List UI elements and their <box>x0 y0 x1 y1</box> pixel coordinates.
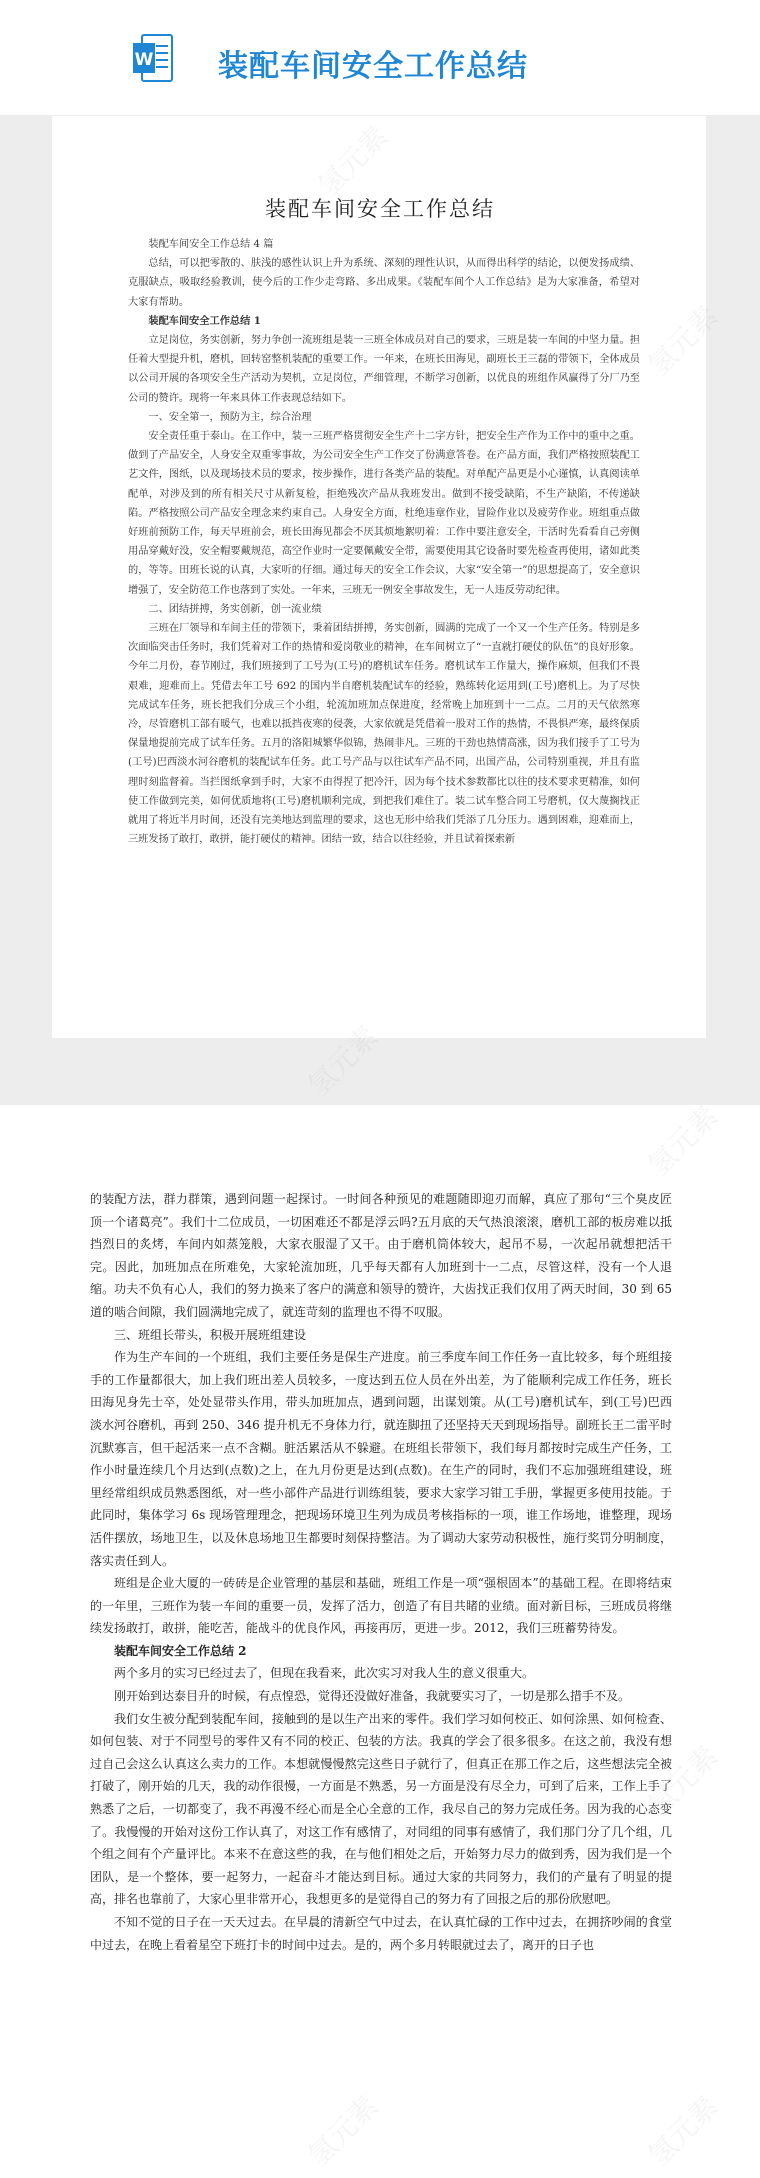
subheading: 二、团结拼搏，务实创新，创一流业绩 <box>148 603 322 615</box>
paragraph: 立足岗位，务实创新，努力争创一流班组是装一三班全体成员对自己的要求，三班是装一车间的中坚力量。担任着大型提升机，磨机，回转窑整机装配的重要工作。一年来，在班长田海见，副班长王三磊的带领下，全体成员以公司开展的各项安全生产活动为契机，立足岗位，严细管理，不断学习创新，以优良的班组作风赢得了分厂乃至公司的赞许。现将一年来具体工作表现总结如下。 <box>128 335 640 404</box>
header-bar <box>0 0 760 115</box>
watermark: 氢元素 <box>301 1679 385 1763</box>
watermark: 氢元素 <box>641 1739 725 1823</box>
paragraph: 两个多月的实习已经过去了，但现在我看来，此次实习对我人生的意义很重大。 <box>114 1666 535 1681</box>
meta-line: 装配车间安全工作总结 4 篇 <box>148 239 274 250</box>
paragraph: 的装配方法，群力群策，遇到问题一起探讨。一时间各种预见的难题随即迎刃而解，真应了那句“三个臭皮匠顶一个诸葛亮”。我们十二位成员，一切困难还不都是浮云吗?五月底的天气热浪滚滚，磨机工部的板房难以抵挡烈日的炙烤，车间内如蒸笼般，大家衣服湿了又干。由于磨机筒体较大，起吊不易，一次起吊就想把活干完。因此，加班加点在所难免，大家轮流加班，几乎每天都有人加班到十一二点，尽管这样，没有一个人退缩。功夫不负有心人，我们的努力换来了客户的满意和领导的赞许，大齿找正我们仅用了两天时间，30 到 65 道的啮合间隙，我们圆满地完成了，就连苛刻的监理也不得不叹服。 <box>90 1192 672 1319</box>
intro-paragraph: 总结，可以把零散的、肤浅的感性认识上升为系统、深刻的理性认识，从而得出科学的结论，以便发扬成绩、克服缺点，吸取经验教训，使今后的工作少走弯路、多出成果。《装配车间个人工作总结》是为大家准备，希望对大家有帮助。 <box>128 258 640 308</box>
page-2-body <box>90 1188 672 1956</box>
paragraph: 我们女生被分配到装配车间，接触到的是以生产出来的零件。我们学习如何校正、如何涂黑、如何检查、如何包装、对于不同型号的零件又有不同的校正、包装的方法。我真的学会了很多很多。在这之前，我没有想过自己会这么认真这么卖力的工作。本想就慢慢熬完这些日子就行了，但真正在那工作之后，这些想法完全被打破了，刚开始的几天，我的动作很慢，一方面是不熟悉，另一方面是没有尽全力，可到了后来，工作上手了熟悉了之后，一切都变了，我不再漫不经心而是全心全意的工作，我尽自己的努力完成任务。因为我的心态变了。我慢慢的开始对这份工作认真了，对这工作有感情了，对同组的同事有感情了，我们那门分了几个组，几个组之间有个产量评比。本来不在意这些的我，在与他们相处之后，开始努力尽力的做到秀，因为我们是一个团队，是一个整体，要一起努力，一起奋斗才能达到目标。通过大家的共同努力，我们的产量有了明显的提高，排名也靠前了，大家心里非常开心，我想更多的是觉得自己的努力有了回报之后的那份欣慰吧。 <box>90 1711 672 1907</box>
svg-text:W: W <box>134 50 154 70</box>
paragraph: 作为生产车间的一个班组，我们主要任务是保生产进度。前三季度车间工作任务一直比较多，每个班组接手的工作量都很大，加上我们班出差人员较多，一度达到五位人员在外出差，为了能顺利完成工作任务，班长田海见身先士卒，处处显带头作用，带头加班加点，遇到问题，出谋划策。从(工号)磨机试车，到(工号)巴西淡水河谷磨机，再到 250、346 提升机无不身体力行，就连脚扭了还坚持天天到现场指导。副班长王二雷平时沉默寡言，但干起活来一点不含糊。脏活累活从不躲避。在班组长带领下，我们每月都按时完成生产任务，工作小时量连续几个月达到(点数)之上，在九月份更是达到(点数)。在生产的同时，我们不忘加强班组建设，班里经常组织成员熟悉图纸，对一些小部件产品进行训练组装，要求大家学习钳工手册，掌握更多使用技能。于此同时，集体学习 6s 现场管理理念，把现场环境卫生列为成员考核指标的一项，谁工作场地，谁整理，现场活件摆放，场地卫生，以及休息场地卫生都要时刻保持整洁。为了调动大家劳动积极性，施行奖罚分明制度，落实责任到人。 <box>90 1350 672 1568</box>
watermark: 氢元素 <box>301 2089 385 2173</box>
subheading: 三、班组长带头，积极开展班组建设 <box>114 1327 307 1342</box>
paragraph: 班组是企业大厦的一砖砖是企业管理的基层和基础，班组工作是一项“强根固本”的基础工程。在即将结束的一年里，三班作为装一车间的重要一员，发挥了活力，创造了有目共睹的业绩。面对新目标，三班成员将继续发扬敢打，敢拼，能吃苦，能战斗的优良作风，再接再厉，更进一步。2012，我们三班蓄势待发。 <box>90 1576 672 1636</box>
paragraph: 三班在厂领导和车间主任的带领下，秉着团结拼搏，务实创新，圆满的完成了一个又一个生产任务。特别是多次面临突击任务时，我们凭着对工作的热情和爱岗敬业的精神，在车间树立了“一直就打硬仗的队伍”的良好形象。今年二月份，春节刚过，我们班接到了工号为(工号)的磨机试车任务。磨机试车工作量大，操作麻烦，但我们不畏艰难，迎难而上。凭借去年工号 692 的国内半自磨机装配试车的经验，熟练转化运用到(工号)磨机上。为了尽快完成试车任务，班长把我们分成三个小组，轮流加班加点保进度，经常晚上加班到十一二点。二月的天气依然寒冷，尽管磨机工部有暖气，也难以抵挡夜寒的侵袭，大家依就是凭借着一股对工作的热情，不畏惧严寒，最终保质保量地提前完成了试车任务。五月的洛阳城繁华似锦，热闹非凡。三班的干劲也热情高涨，因为我们接手了工号为(工号)巴西淡水河谷磨机的装配试车任务。此工号产品与以往试车产品不同，出国产品，公司特别重视，并且有监理时刻监督着。当拦图纸拿到手时，大家不由得捏了把冷汗，因为每个技术参数都比以往的技术要求更精准，如何使工作做到完美，如何优质地将(工号)磨机顺利完成，到把我们难住了。装二试车整合同工号磨机，仅大蔑搁找正就用了将近半月时间，还没有完美地达到监理的要求，这也无形中给我们凭添了几分压力。遇到困难，迎难而上，三班发扬了敢打，敢拼，能打硬仗的精神。团结一致，结合以往经验，并且试着探索新 <box>128 623 640 846</box>
paragraph: 安全责任重于泰山。在工作中，装一三班严格贯彻安全生产十二字方针，把安全生产作为工作中的重中之重。做到了产品安全，人身安全双重零事故，为公司安全生产工作交了份满意答卷。在产品方面，我们严格按照装配工艺文件，图纸，以及现场技术员的要求，按步操作，进行各类产品的装配。对单配产品更是小心谨慎，认真阅读单配单，对涉及到的所有相关尺寸从新复检，拒绝残次产品从我班发出。做到不接受缺陷，不生产缺陷，不传递缺陷。严格按照公司产品安全理念来约束自己。人身安全方面，杜绝违章作业，冒险作业以及疲劳作业。班组重点做好班前预防工作，每天早班前会，班长田海见都会不厌其烦地絮叨着：工作中要注意安全，干活时先看看自己旁侧用品穿戴好没，安全帽要戴规范，高空作业时一定要佩戴安全带，需要使用其它设备时要先检查再使用，诸如此类的，等等。田班长说的认真，大家听的仔细。通过每天的安全工作会议，大家“安全第一”的思想提高了，安全意识增强了，安全防范工作也落到了实处。一年来，三班无一例安全事故发生，无一人违反劳动纪律。 <box>128 431 640 596</box>
paragraph: 不知不觉的日子在一天天过去。在早晨的清新空气中过去，在认真忙碌的工作中过去，在拥挤吵闹的食堂中过去，在晚上看着星空下班打卡的时间中过去。是的，两个多月转眼就过去了，离开的日子也 <box>90 1915 672 1952</box>
document-title: 装配车间安全工作总结 <box>265 197 495 221</box>
header-title: 装配车间安全工作总结 <box>218 49 528 84</box>
watermark: 氢元素 <box>641 1099 725 1183</box>
section-2-heading: 装配车间安全工作总结 2 <box>114 1643 247 1658</box>
page-1-body <box>128 235 640 850</box>
word-doc-icon <box>133 34 173 82</box>
watermark: 氢元素 <box>641 2089 725 2173</box>
paragraph: 刚开始到达泰目升的时候，有点惶恐，觉得还没做好准备，我就要实习了，一切是那么措手不及。 <box>114 1689 631 1704</box>
section-1-heading: 装配车间安全工作总结 1 <box>148 314 261 327</box>
subheading: 一、安全第一，预防为主，综合治理 <box>148 411 312 423</box>
